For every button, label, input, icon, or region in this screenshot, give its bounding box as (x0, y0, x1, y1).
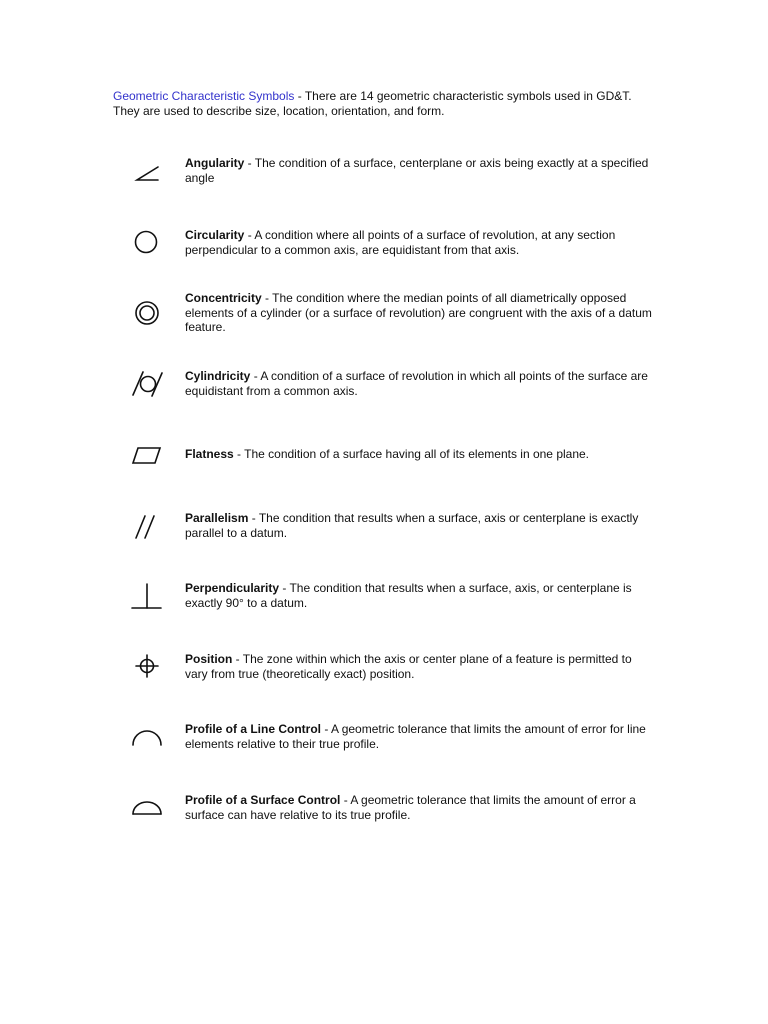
angularity-icon (128, 158, 166, 192)
item-description (185, 652, 657, 681)
profile-surface-icon (128, 790, 166, 824)
item-definition: - A condition where all points of a surface of revolution, at any section perpendicular to a common axis, are equidistant from that axis. (185, 228, 616, 257)
flatness-icon (128, 438, 166, 472)
profile-line-icon (128, 720, 166, 754)
item-term: Profile of a Surface Control (185, 793, 341, 807)
item-definition: - The condition of a surface, centerplane or axis being exactly at a specified angle (185, 156, 649, 185)
position-icon (128, 649, 166, 683)
item-description (185, 722, 657, 751)
item-description (185, 369, 657, 398)
circularity-icon (128, 227, 166, 261)
item-term: Perpendicularity (185, 581, 280, 595)
item-definition: - The condition that results when a surface, axis or centerplane is exactly parallel to a datum. (185, 511, 639, 540)
parallelism-icon (128, 511, 166, 545)
concentricity-icon (128, 296, 166, 330)
intro-paragraph (113, 89, 653, 119)
item-definition: - The condition where the median points of all diametrically opposed elements of a cylinder (or a surface of revolution) are congruent with the axis of a datum feature. (185, 291, 652, 334)
item-definition: - A geometric tolerance that limits the amount of error a surface can have relative to its true profile. (185, 793, 636, 822)
item-term: Circularity (185, 228, 245, 242)
intro-text: - There are 14 geometric characteristic symbols used in GD&T. They are used to describe size, location, orientation, and form. (113, 89, 632, 118)
item-description (185, 511, 657, 540)
item-definition: - The zone within which the axis or center plane of a feature is permitted to vary from true (theoretically exact) position. (185, 652, 632, 681)
item-term: Angularity (185, 156, 245, 170)
item-term: Profile of a Line Control (185, 722, 322, 736)
item-description (185, 228, 657, 257)
item-term: Cylindricity (185, 369, 251, 383)
item-term: Flatness (185, 447, 234, 461)
intro-title: Geometric Characteristic Symbols (113, 89, 295, 103)
item-term: Position (185, 652, 233, 666)
item-description (185, 291, 657, 335)
item-description (185, 581, 657, 610)
item-description (185, 447, 657, 462)
item-term: Parallelism (185, 511, 249, 525)
item-description (185, 793, 657, 822)
item-term: Concentricity (185, 291, 262, 305)
cylindricity-icon (128, 368, 166, 402)
item-definition: - A condition of a surface of revolution in which all points of the surface are equidistant from a common axis. (185, 369, 648, 398)
perpendicularity-icon (128, 581, 166, 615)
item-description (185, 156, 657, 185)
item-definition: - A geometric tolerance that limits the amount of error for line elements relative to their true profile. (185, 722, 646, 751)
item-definition: - The condition that results when a surface, axis, or centerplane is exactly 90° to a datum. (185, 581, 632, 610)
item-definition: - The condition of a surface having all of its elements in one plane. (233, 447, 590, 461)
